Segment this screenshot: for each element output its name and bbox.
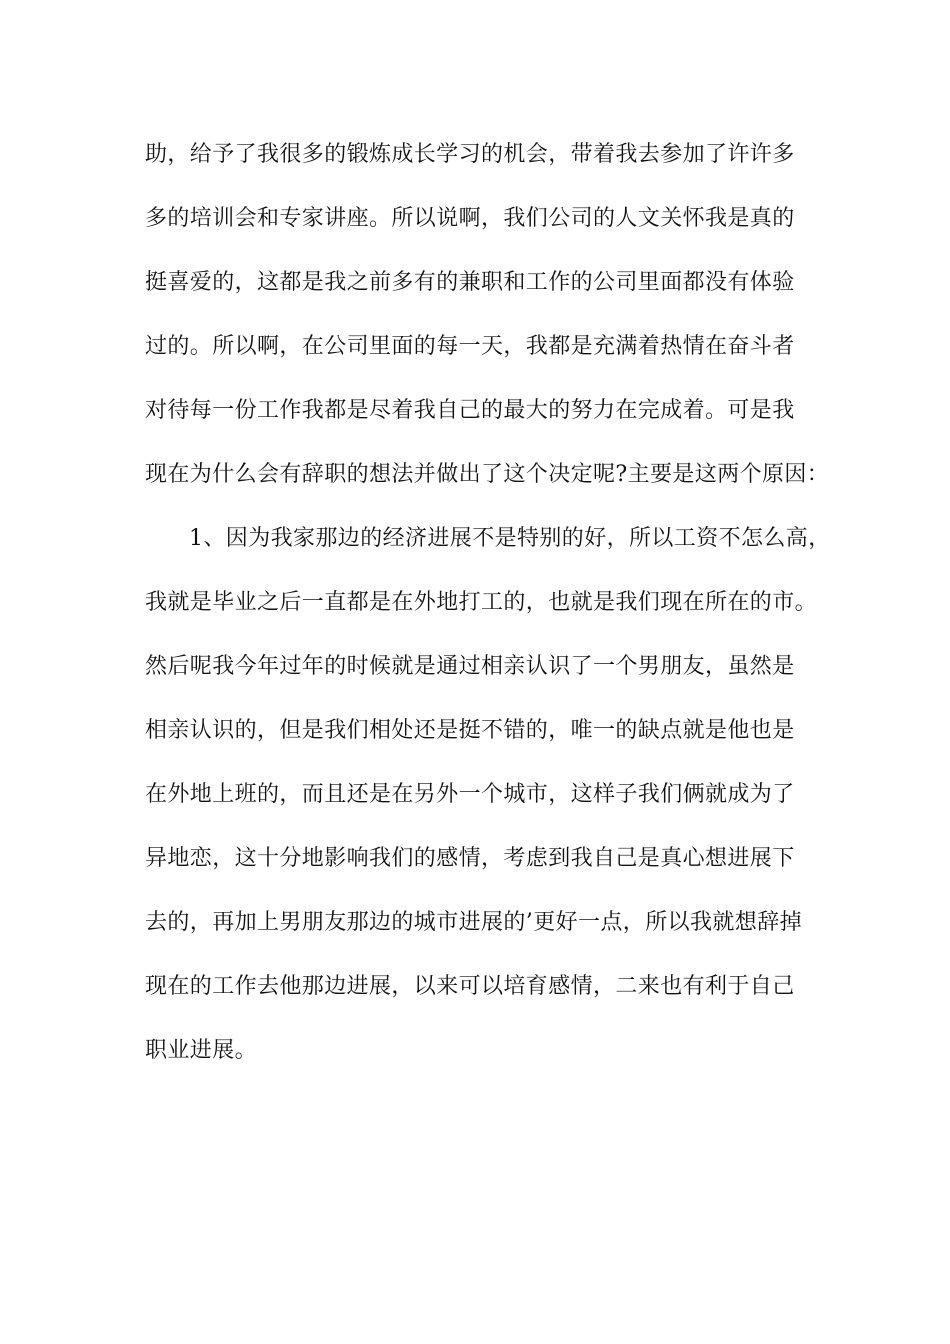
- numbered-paragraph-start: 1、因为我家那边的经济进展不是特别的好，所以工资不怎么高，: [189, 526, 831, 551]
- text-line: 然后呢我今年过年的时候就是通过相亲认识了一个男朋友，虽然是: [145, 654, 795, 679]
- text-line: 异地恋，这十分地影响我们的感情，考虑到我自己是真心想进展下: [145, 846, 795, 871]
- text-line: 我就是毕业之后一直都是在外地打工的，也就是我们现在所在的市。: [145, 590, 818, 615]
- text-line: 现在为什么会有辞职的想法并做出了这个决定呢?主要是这两个原因：: [145, 462, 830, 487]
- text-line: 去的，再加上男朋友那边的城市进展的’更好一点，所以我就想辞掉: [145, 910, 802, 935]
- text-line: 挺喜爱的，这都是我之前多有的兼职和工作的公司里面都没有体验: [145, 270, 795, 295]
- body-text: [145, 130, 831, 1090]
- text-line: 现在的工作去他那边进展，以来可以培育感情，二来也有利于自己: [145, 974, 795, 999]
- text-line: 多的培训会和专家讲座。所以说啊，我们公司的人文关怀我是真的: [145, 206, 795, 231]
- text-line: 职业进展。: [145, 1038, 258, 1063]
- text-line: 助，给予了我很多的锻炼成长学习的机会，带着我去参加了许许多: [145, 142, 795, 167]
- text-line: 相亲认识的，但是我们相处还是挺不错的，唯一的缺点就是他也是: [145, 718, 795, 743]
- text-line: 在外地上班的，而且还是在另外一个城市，这样子我们俩就成为了: [145, 782, 795, 807]
- text-line: 过的。所以啊，在公司里面的每一天，我都是充满着热情在奋斗者: [145, 334, 795, 359]
- text-line: 对待每一份工作我都是尽着我自己的最大的努力在完成着。可是我: [145, 398, 795, 423]
